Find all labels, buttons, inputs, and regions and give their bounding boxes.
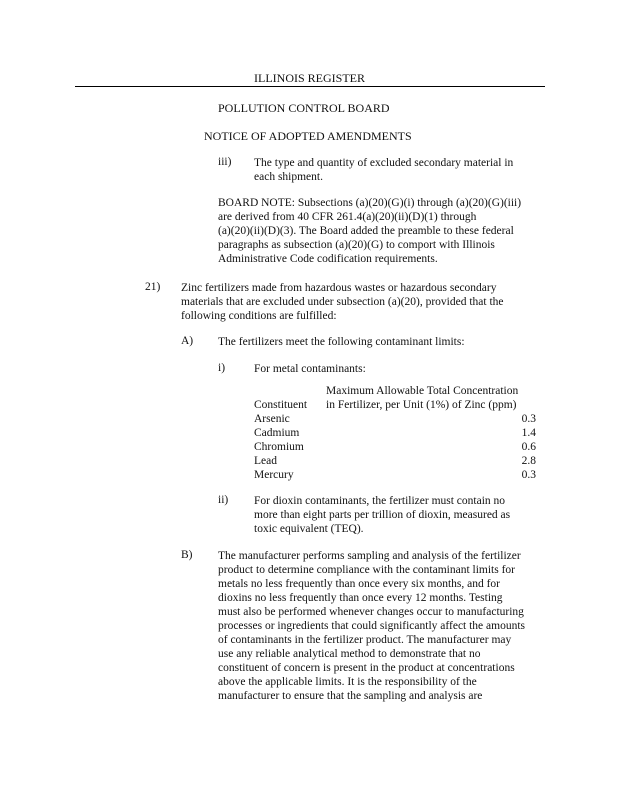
text-line: following conditions are fulfilled: (181, 310, 337, 322)
table-row (254, 412, 536, 426)
text-line: Zinc fertilizers made from hazardous wastes or hazardous secondary (181, 282, 497, 294)
text-line: manufacturer to ensure that the sampling and analysis are (218, 690, 483, 702)
item-21-label: 21) (145, 281, 161, 293)
table-row (254, 426, 536, 440)
item-B-label: B) (181, 549, 193, 561)
text-line: are derived from 40 CFR 261.4(a)(20)(ii)(D)(1) through (218, 211, 477, 223)
text-line: must also be performed whenever changes occur to manufacturing (218, 606, 524, 618)
text-line: (a)(20)(ii)(D)(3). The Board added the preamble to these federal (218, 225, 514, 237)
text-line: For dioxin contaminants, the fertilizer must contain no (254, 495, 506, 507)
item-A-text: The fertilizers meet the following contaminant limits: (218, 336, 465, 348)
concentration-value: 0.3 (521, 413, 536, 425)
agency-title: POLLUTION CONTROL BOARD (218, 101, 390, 115)
text-line: above the applicable limits. It is the responsibility of the (218, 676, 477, 688)
text-line: each shipment. (254, 171, 323, 183)
column-header-max-concentration (326, 384, 536, 412)
header-rule (75, 86, 545, 87)
board-note (218, 196, 521, 266)
notice-title: NOTICE OF ADOPTED AMENDMENTS (204, 129, 412, 143)
concentration-value: 0.6 (521, 441, 536, 453)
constituent-name: Chromium (254, 441, 304, 453)
text-line: more than eight parts per trillion of dioxin, measured as (254, 509, 511, 521)
concentration-value: 0.3 (521, 469, 536, 481)
table-row (254, 454, 536, 468)
table-header-row (254, 384, 536, 412)
concentration-value: 2.8 (521, 455, 536, 467)
text-line: Administrative Code codification requirements. (218, 253, 438, 265)
table-row (254, 468, 536, 482)
metal-contaminant-table (254, 384, 536, 482)
register-title: ILLINOIS REGISTER (254, 71, 365, 85)
item-A-label: A) (181, 335, 194, 347)
text-line: dioxins no less frequently than once every 12 months. Testing (218, 592, 503, 604)
header-line: Maximum Allowable Total Concentration (326, 385, 519, 397)
text-line: paragraphs as subsection (a)(20)(G) to comport with Illinois (218, 239, 495, 251)
item-21-text (181, 281, 504, 323)
text-line: The type and quantity of excluded secondary material in (254, 157, 514, 169)
text-line: metals no less frequently than once every six months, and for (218, 578, 500, 590)
text-line: use any reliable analytical method to demonstrate that no (218, 648, 481, 660)
item-A-ii-label: ii) (218, 494, 229, 506)
constituent-name: Lead (254, 455, 277, 467)
text-line: toxic equivalent (TEQ). (254, 523, 364, 535)
text-line: product to determine compliance with the contaminant limits for (218, 564, 516, 576)
text-line: BOARD NOTE: Subsections (a)(20)(G)(i) through (a)(20)(G)(iii) (218, 197, 522, 209)
text-line: materials that are excluded under subsection (a)(20), provided that the (181, 296, 504, 308)
header-line: in Fertilizer, per Unit (1%) of Zinc (ppm) (326, 399, 517, 411)
item-iii-label: iii) (218, 156, 232, 168)
item-A-i-text: For metal contaminants: (254, 363, 366, 375)
item-A-ii-text (254, 494, 510, 536)
text-line: constituent of concern is present in the product at concentrations (218, 662, 515, 674)
constituent-name: Cadmium (254, 427, 300, 439)
item-B-text (218, 549, 525, 703)
text-line: processes or ingredients that could significantly affect the amounts (218, 620, 526, 632)
text-line: The manufacturer performs sampling and analysis of the fertilizer (218, 550, 521, 562)
text-line: of contaminants in the fertilizer product. The manufacturer may (218, 634, 512, 646)
concentration-value: 1.4 (521, 427, 536, 439)
constituent-name: Mercury (254, 469, 294, 481)
column-header-constituent: Constituent (254, 399, 308, 411)
item-A-i-label: i) (218, 362, 226, 374)
table-row (254, 440, 536, 454)
constituent-name: Arsenic (254, 413, 290, 425)
item-iii-text (254, 156, 513, 184)
